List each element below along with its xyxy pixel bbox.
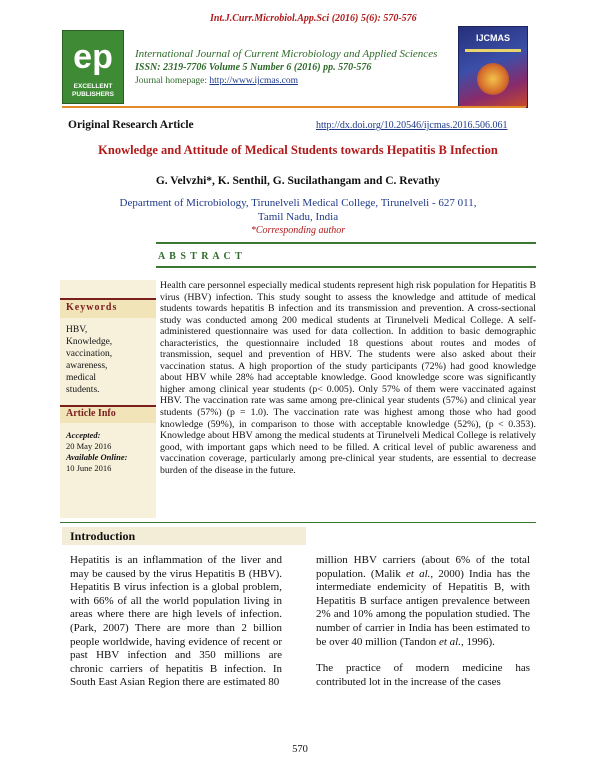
- introduction-heading: Introduction: [70, 529, 136, 543]
- article-type: Original Research Article: [68, 119, 194, 131]
- journal-cover-image: [458, 26, 528, 108]
- intro-paragraph-2-text-b: , 2000) India has the intermediate endemicity of Hepatitis B, with Hepatitis B surface antigen prevalence between 2% and 10% among the population studied. The number of carrier in India has been estimated to be over 40 million (Tandon: [316, 567, 530, 648]
- affiliation-line-2: Tamil Nadu, India: [257, 211, 339, 223]
- online-label: Available Online:: [66, 452, 128, 462]
- keyword-item: students.: [66, 385, 100, 395]
- body-column-left: [70, 554, 282, 690]
- homepage-label: Journal homepage:: [135, 76, 210, 86]
- keyword-item: medical: [66, 373, 97, 383]
- accepted-date: 20 May 2016: [66, 441, 112, 451]
- citation-et-al: et al.: [406, 567, 431, 580]
- online-date: 10 June 2016: [66, 463, 112, 473]
- page-number: 570: [292, 744, 308, 755]
- journal-issn-line: ISSN: 2319-7706 Volume 5 Number 6 (2016) pp. 570-576: [135, 62, 372, 73]
- cover-title: IJCMAS: [475, 33, 510, 43]
- abstract-end-rule: [60, 522, 536, 523]
- article-authors: G. Velvzhi*, K. Senthil, G. Sucilathangam and C. Revathy: [155, 175, 441, 187]
- journal-homepage: [135, 76, 298, 86]
- abstract-top-rule: [156, 242, 536, 244]
- publisher-logo-caption: EXCELLENT PUBLISHERS: [72, 83, 114, 98]
- accepted-label: Accepted:: [66, 430, 101, 440]
- article-info-dates: [66, 430, 154, 474]
- affiliation-line-1: Department of Microbiology, Tirunelveli Medical College, Tirunelveli - 627 011,: [119, 197, 477, 209]
- keyword-item: Knowledge,: [66, 337, 113, 347]
- journal-full-name: International Journal of Current Microbiology and Applied Sciences: [135, 48, 438, 60]
- keyword-item: HBV,: [66, 325, 88, 335]
- citation-et-al: et al.: [438, 635, 461, 648]
- body-column-right: [316, 554, 530, 689]
- keyword-item: awareness,: [66, 361, 108, 371]
- intro-paragraph-2: [316, 554, 530, 649]
- intro-paragraph-2-text-a: million HBV carriers (about 6% of the total population. (Malik: [316, 554, 530, 580]
- corresponding-author: *Corresponding author: [250, 225, 346, 236]
- cover-circle: [477, 63, 509, 95]
- article-title: Knowledge and Attitude of Medical Students towards Hepatitis B Infection: [98, 143, 498, 157]
- keywords-heading: Keywords: [66, 302, 118, 313]
- abstract-heading: A B S T R A C T: [158, 251, 243, 262]
- doi-link[interactable]: http://dx.doi.org/10.20546/ijcmas.2016.506.061: [316, 120, 508, 131]
- keywords-list: [66, 324, 152, 396]
- header-rule: [62, 106, 526, 108]
- article-info-heading-bar: [60, 405, 156, 423]
- abstract-text: Health care personnel especially medical students represent high risk population for Hepatitis B virus (HBV) infection. This study sought to assess the knowledge and attitude of medical students towards hepatitis B infection and its transmission and prevention. A cross-sectional study was conducted among 200 medical students at Tirunelveli Medical College. A self-administered questionnaire was used for data collection. In addition to basic demographic characteristics, the questionnaire included 18 questions about routes and modes of transmission, sequel and prevention of HBV. The students were also asked about their vaccination status. A high proportion of the study participants (72%) had good knowledge about HBV while 28% had acceptable knowledge. Good knowledge score was significantly higher among clinical year students (p< 0.005). Only 57% of them were vaccinated against HBV. The vaccination rate was same among pre-clinical year students (57%) and clinical year students (57%) (p = 1.0). The vaccination rate was highest among those who had good knowledge (59%), in comparison to those with acceptable knowledge (52%), (p < 0.353). Knowledge about HBV among the medical students at Tirunelveli Medical College is relatively good, with important gaps which need to be filled. A critical level of public awareness and vaccination coverage, particularly among pre-clinical year students, are essential to decrease burden of the disease in the future.: [160, 280, 536, 476]
- cover-band: [465, 49, 521, 52]
- journal-short-cite: Int.J.Curr.Microbiol.App.Sci (2016) 5(6): 570-576: [210, 13, 417, 24]
- keyword-item: vaccination,: [66, 349, 113, 359]
- intro-paragraph-3: The practice of modern medicine has contributed lot in the increase of the cases: [316, 662, 530, 688]
- publisher-logo-letters: ep: [73, 38, 113, 76]
- publisher-logo: [62, 30, 124, 104]
- keywords-heading-bar: [60, 298, 156, 318]
- abstract-bottom-rule: [156, 266, 536, 268]
- intro-paragraph-2-text-c: , 1996).: [460, 635, 495, 648]
- intro-paragraph-1: Hepatitis is an inflammation of the liver and may be caused by the virus Hepatitis B (HBV). Hepatitis B virus infection is a global problem, with 66% of all the world population living in areas where there are high levels of infection. (Park, 2007) There are more than 2 billion people worldwide, having evidence of recent or past HBV infection and 350 millions are chronic carriers of hepatitis B infection. In South East Asian Region there are estimated 80: [70, 554, 282, 689]
- homepage-link[interactable]: http://www.ijcmas.com: [209, 76, 298, 86]
- article-info-heading: Article Info: [66, 408, 116, 419]
